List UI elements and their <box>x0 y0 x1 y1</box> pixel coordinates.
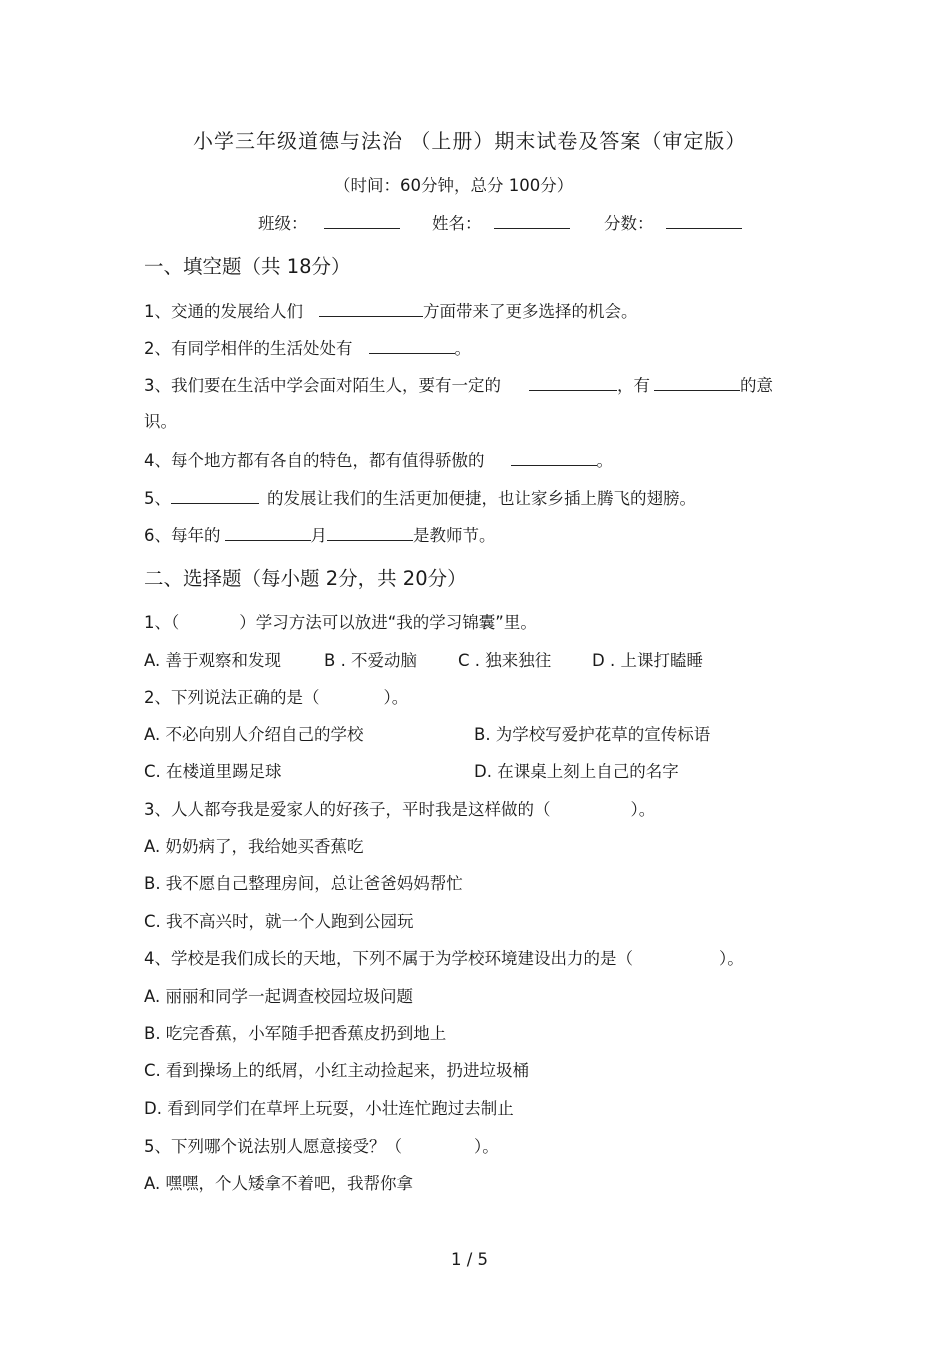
answer-blank <box>654 374 740 391</box>
choice-q4-stem: 4、学校是我们成长的天地，下列不属于为学校环境建设出力的是（ ）。 <box>144 949 744 968</box>
score-label: 分数： <box>604 214 654 233</box>
choice-q2-option-d: D. 在课桌上刻上自己的名字 <box>474 762 679 781</box>
choice-q4-option-a: A. 丽丽和同学一起调查校园垃圾问题 <box>144 987 413 1006</box>
answer-blank <box>327 524 413 541</box>
answer-blank <box>171 487 259 504</box>
page-number: 1 / 5 <box>451 1250 489 1269</box>
choice-q4-option-b: B. 吃完香蕉，小军随手把香蕉皮扔到地上 <box>144 1024 447 1043</box>
choice-q2-option-c: C. 在楼道里踢足球 <box>144 762 282 781</box>
choice-q3-stem: 3、人人都夸我是爱家人的好孩子，平时我是这样做的（ ）。 <box>144 800 656 819</box>
exam-title: 小学三年级道德与法治 （上册）期末试卷及答案（审定版） <box>193 129 747 153</box>
class-label: 班级： <box>258 214 308 233</box>
choice-q1-option-b: B . 不爱动脑 <box>324 651 418 670</box>
fill-q1: 1、交通的发展给人们 方面带来了更多选择的机会。 <box>144 302 638 321</box>
choice-q2-option-a: A. 不必向别人介绍自己的学校 <box>144 725 364 744</box>
section1-heading: 一、填空题（共 18分） <box>144 255 351 278</box>
choice-q3-option-c: C. 我不高兴时，就一个人跑到公园玩 <box>144 912 414 931</box>
answer-blank <box>511 449 597 466</box>
fill-q6: 6、每年的 月 是教师节。 <box>144 526 496 545</box>
section2-heading: 二、选择题（每小题 2分，共 20分） <box>144 567 467 590</box>
fill-q2: 2、有同学相伴的生活处处有 。 <box>144 339 471 358</box>
choice-q4-option-d: D. 看到同学们在草坪上玩耍，小壮连忙跑过去制止 <box>144 1099 514 1118</box>
exam-subtitle: （时间：60分钟，总分 100分） <box>334 176 574 195</box>
choice-q3-option-b: B. 我不愿自己整理房间，总让爸爸妈妈帮忙 <box>144 874 463 893</box>
fill-q4: 4、每个地方都有各自的特色，都有值得骄傲的 。 <box>144 451 613 470</box>
choice-q1-option-a: A. 善于观察和发现 <box>144 651 281 670</box>
name-field <box>432 212 570 235</box>
score-blank <box>666 212 742 229</box>
name-blank <box>494 212 570 229</box>
answer-blank <box>529 374 617 391</box>
fill-q3-cont: 识。 <box>144 412 177 431</box>
fill-q3: 3、我们要在生活中学会面对陌生人，要有一定的 ，有 的意 <box>144 376 773 395</box>
choice-q1-option-d: D . 上课打瞌睡 <box>592 651 703 670</box>
choice-q3-option-a: A. 奶奶病了，我给她买香蕉吃 <box>144 837 364 856</box>
class-field <box>258 212 400 235</box>
answer-blank <box>225 524 311 541</box>
choice-q2-stem: 2、下列说法正确的是（ ）。 <box>144 688 409 707</box>
choice-q5-stem: 5、下列哪个说法别人愿意接受？（ ）。 <box>144 1137 499 1156</box>
name-label: 姓名： <box>432 214 482 233</box>
answer-blank <box>319 300 423 317</box>
class-blank <box>324 212 400 229</box>
score-field <box>604 212 742 235</box>
choice-q4-option-c: C. 看到操场上的纸屑，小红主动捡起来，扔进垃圾桶 <box>144 1061 530 1080</box>
choice-q1-stem: 1、（ ）学习方法可以放进“我的学习锦囊”里。 <box>144 613 537 632</box>
fill-q5: 5、 的发展让我们的生活更加便捷，也让家乡插上腾飞的翅膀。 <box>144 489 696 508</box>
choice-q5-option-a: A. 嘿嘿，个人矮拿不着吧，我帮你拿 <box>144 1174 413 1193</box>
choice-q1-option-c: C . 独来独往 <box>458 651 552 670</box>
choice-q2-option-b: B. 为学校写爱护花草的宣传标语 <box>474 725 711 744</box>
answer-blank <box>369 337 455 354</box>
